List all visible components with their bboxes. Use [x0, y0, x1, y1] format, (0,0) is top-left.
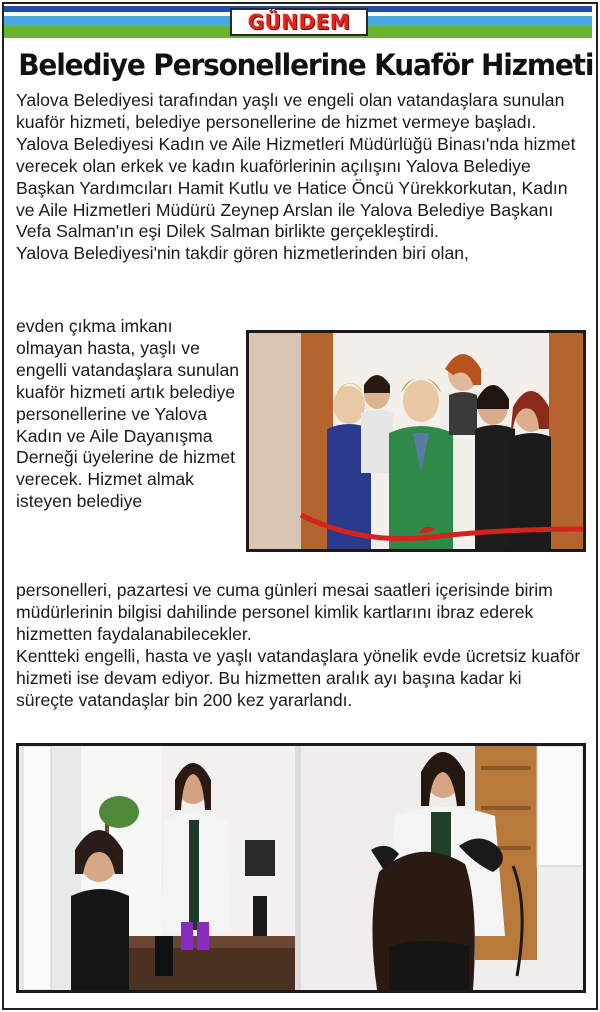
salon-photo: [16, 743, 586, 993]
paragraph-1: Yalova Belediyesi tarafından yaşlı ve engeli olan vatandaşlara sunulan kuaför hizmeti, belediye personellerine de hizmet vermeye başladı.: [16, 90, 565, 132]
section-badge: [230, 8, 368, 36]
ribbon-cutting-photo: [246, 330, 586, 552]
article-body-top: [16, 90, 582, 265]
paragraph-3-lead: Yalova Belediyesi'nin takdir gören hizmetlerinden biri olan,: [16, 243, 469, 264]
paragraph-3-wrap: evden çıkma imkanı olmayan hasta, yaşlı ve engelli vatandaşlara sunulan kuaför hizmeti artık belediye personellerine ve Yalova Kadın ve Aile Dayanışma Derneği üyelerine de hizmet verecek. Hizmet almak isteyen belediye: [16, 316, 240, 512]
ribbon-cutting-image: [249, 333, 583, 549]
section-label: GÜNDEM: [247, 10, 351, 34]
paragraph-3-rest: personelleri, pazartesi ve cuma günleri mesai saatleri içerisinde birim müdürlerinin bilgisi dahilinde personel kimlik kartlarını ibraz ederek hizmetten faydalanabilecekler.: [16, 580, 553, 644]
section-banner: [4, 6, 592, 38]
paragraph-4: Kentteki engelli, hasta ve yaşlı vatandaşlara yönelik evde ücretsiz kuaför hizmeti ise devam ediyor. Bu hizmetten aralık ayı başına kadar ki süreçte vatandaşlar bin 200 kez yararlandı.: [16, 645, 581, 710]
salon-image: [19, 746, 583, 990]
article-headline: Belediye Personellerine Kuaför Hizmeti: [18, 48, 594, 82]
article-body-wrapped: [16, 316, 240, 513]
article-body-bottom: [16, 580, 582, 711]
paragraph-2: Yalova Belediyesi Kadın ve Aile Hizmetleri Müdürlüğü Binası'nda hizmet verecek olan erkek ve kadın kuaförlerinin açılışını Yalova Belediye Başkan Yardımcıları Hamit Kutlu ve Hatice Öncü Yürekkorkutan, Kadın ve Aile Hizmetleri Müdürü Zeynep Arslan ile Yalova Belediye Başkanı Vefa Salman'ın eşi Dilek Salman birlikte gerçekleştirdi.: [16, 133, 576, 242]
